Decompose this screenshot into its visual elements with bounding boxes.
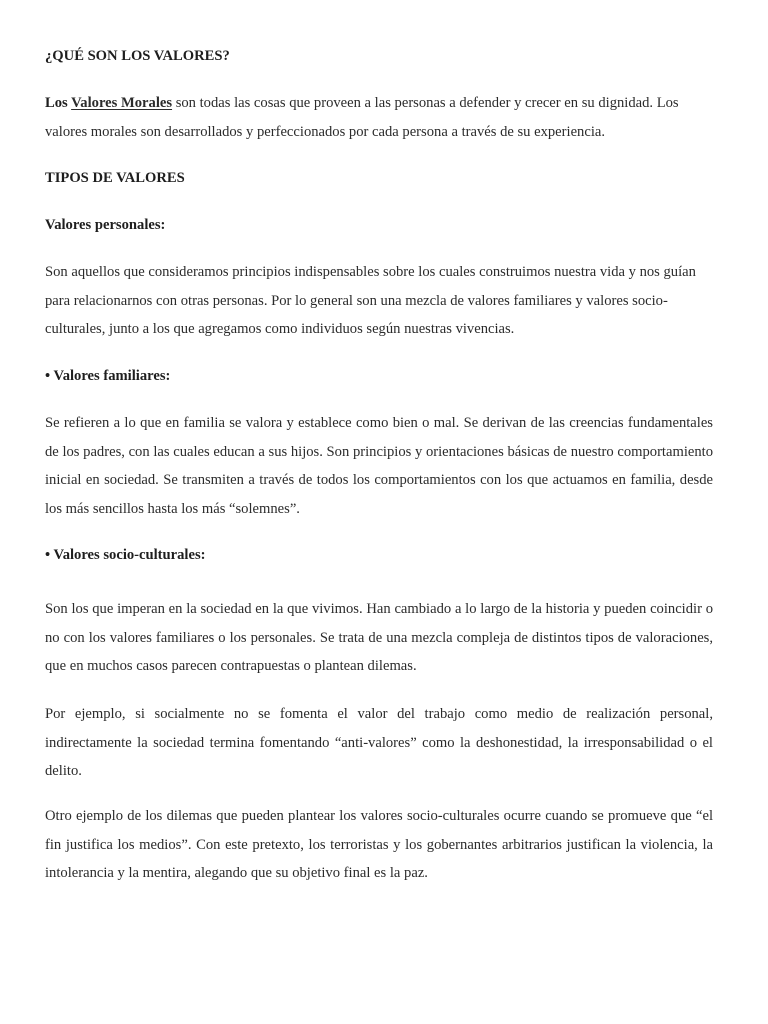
intro-paragraph: [45, 89, 713, 146]
socio-values-text: Son los que imperan en la sociedad en la que vivimos. Han cambiado a lo largo de la historia y pueden coincidir o no con los valores familiares o los personales. Se trata de una mezcla compleja de distintos tipos de valoraciones, que en muchos casos parecen contrapuestas o plantean dilemas.: [45, 601, 713, 674]
family-values-text: Se refieren a lo que en familia se valora y establece como bien o mal. Se derivan de las creencias fundamentales de los padres, con las cuales educan a sus hijos. Son principios y orientaciones básicas de nuestro comportamiento inicial en sociedad. Se transmiten a través de todos los comportamientos con los que actuamos en familia, desde los más sencillos hasta los más “solemnes”.: [45, 415, 713, 517]
intro-lead-word: Los: [45, 95, 72, 111]
personal-values-text: Son aquellos que consideramos principios indispensables sobre los cuales construimos nuestra vida y nos guían para relacionarnos con otras personas. Por lo general son una mezcla de valores familiares y valores socio-culturales, junto a los que agregamos como individuos según nuestras vivencias.: [45, 264, 696, 337]
types-heading: TIPOS DE VALORES: [45, 170, 185, 186]
personal-values-heading: Valores personales:: [45, 217, 166, 233]
intro-text: son todas las cosas que proveen a las personas a defender y crecer en su dignidad. Los valores morales son desarrollados y perfeccionados por cada persona a través de su experiencia.: [45, 95, 679, 140]
example-two-text: Otro ejemplo de los dilemas que pueden plantear los valores socio-culturales ocurre cuando se promueve que “el fin justifica los medios”. Con este pretexto, los terroristas y los gobernantes arbitrarios justifican la violencia, la intolerancia y la mentira, alegando que su objetivo final es la paz.: [45, 808, 713, 881]
valores-morales-link[interactable]: Valores Morales: [71, 95, 173, 111]
family-values-heading: • Valores familiares:: [45, 368, 171, 384]
example-one-text: Por ejemplo, si socialmente no se fomenta el valor del trabajo como medio de realización personal, indirectamente la sociedad termina fomentando “anti-valores” como la deshonestidad, la irresponsabilidad o el delito.: [45, 706, 713, 779]
socio-values-heading: • Valores socio-culturales:: [45, 547, 206, 563]
document-title: ¿QUÉ SON LOS VALORES?: [45, 48, 230, 64]
